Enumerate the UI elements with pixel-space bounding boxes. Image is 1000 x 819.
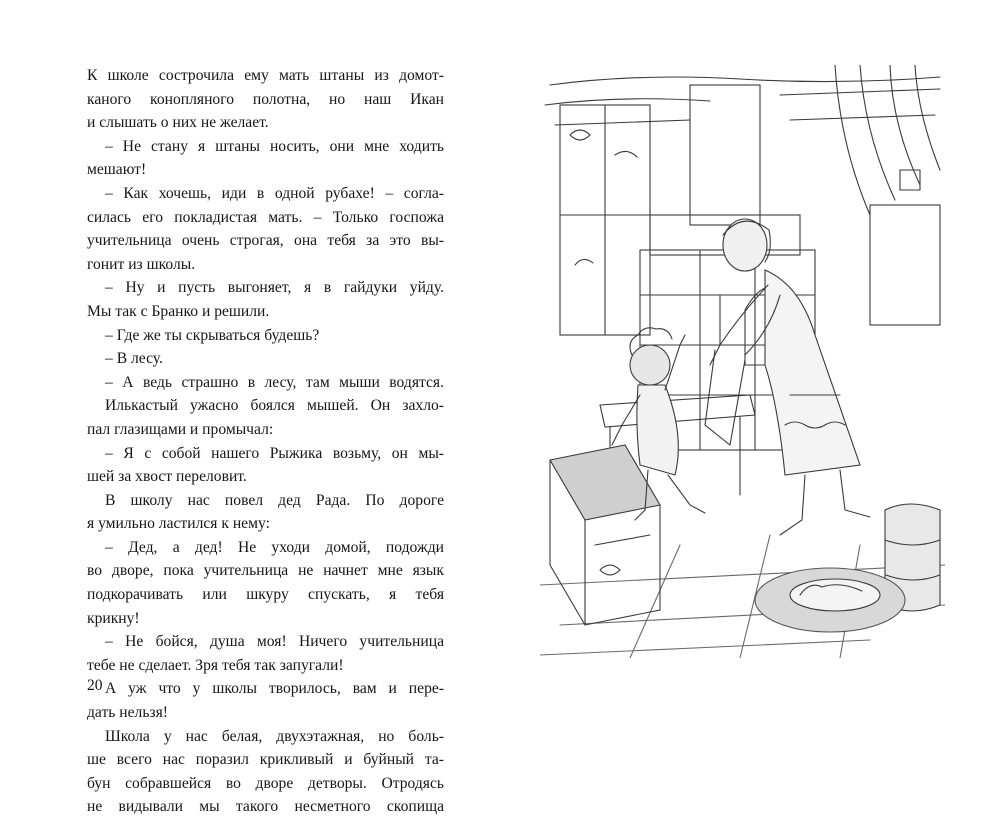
text-line: дать нельзя! <box>87 704 168 722</box>
body-text <box>87 64 444 819</box>
text-line: – Не стану я штаны носить, они мне ходить <box>105 137 444 155</box>
text-line: Школа у нас белая, двухэтажная, но боль- <box>105 727 444 745</box>
window-sketch <box>560 105 650 335</box>
text-line: – Ну и пусть выгоняет, я в гайдуки уйду. <box>105 279 444 297</box>
text-line: Илькастый ужасно боялся мышей. Он захло- <box>105 397 444 415</box>
text-line: В школу нас повел дед Рада. По дороге <box>105 491 444 509</box>
woman-figure <box>705 219 870 535</box>
text-line: не видывали мы такого несметного скопища <box>87 798 444 816</box>
text-line: пал глазищами и промычал: <box>87 420 274 438</box>
text-line: я умильно ластился к нему: <box>87 515 270 533</box>
text-line: Мы так с Бранко и решили. <box>87 302 270 320</box>
right-page <box>500 0 1000 750</box>
text-line: подкорачивать или шкуру спускать, я тебя <box>87 586 444 604</box>
text-line: – Не бойся, душа моя! Ничего учительница <box>105 633 444 651</box>
text-line: – Как хочешь, иди в одной рубахе! – согла- <box>105 184 444 202</box>
text-line: – А ведь страшно в лесу, там мыши водятся. <box>105 373 444 391</box>
text-line: тебе не сделает. Зря тебя так запугали! <box>87 656 344 674</box>
cat-on-mat <box>755 568 905 632</box>
left-page <box>0 0 500 816</box>
text-line: А уж что у школы творилось, вам и пере- <box>105 680 444 698</box>
text-line: бун собравшейся во дворе детворы. Отродясь <box>87 774 444 792</box>
text-line: каного конопляного полотна, но наш Икан <box>87 90 444 108</box>
text-line: ше всего нас поразил крикливый и буйный та- <box>87 751 444 769</box>
ceiling-sketch <box>545 77 940 125</box>
text-line: крикну! <box>87 609 140 627</box>
chest-sketch <box>550 445 660 625</box>
text-line: шей за хвост переловит. <box>87 468 247 486</box>
text-line: – В лесу. <box>105 350 163 368</box>
text-line: – Я с собой нашего Рыжика возьму, он мы- <box>105 444 444 462</box>
text-line: учительница очень строгая, она тебя за это вы- <box>87 232 444 250</box>
text-line: К школе сострочила ему мать штаны из домот- <box>87 67 444 84</box>
text-line: мешают! <box>87 161 147 179</box>
pencil-illustration <box>540 65 945 658</box>
text-line: силась его покладистая мать. – Только госпожа <box>87 208 444 226</box>
text-line: – Дед, а дед! Не уходи домой, подожди <box>105 538 444 556</box>
page-number: 20 <box>87 677 103 694</box>
text-line: и слышать о них не желает. <box>87 114 269 132</box>
text-line: гонит из школы. <box>87 255 196 273</box>
curtain-sketch <box>835 65 940 325</box>
text-line: во дворе, пока учительница не начнет мне язык <box>87 562 444 580</box>
text-line: – Где же ты скрываться будешь? <box>105 326 320 344</box>
